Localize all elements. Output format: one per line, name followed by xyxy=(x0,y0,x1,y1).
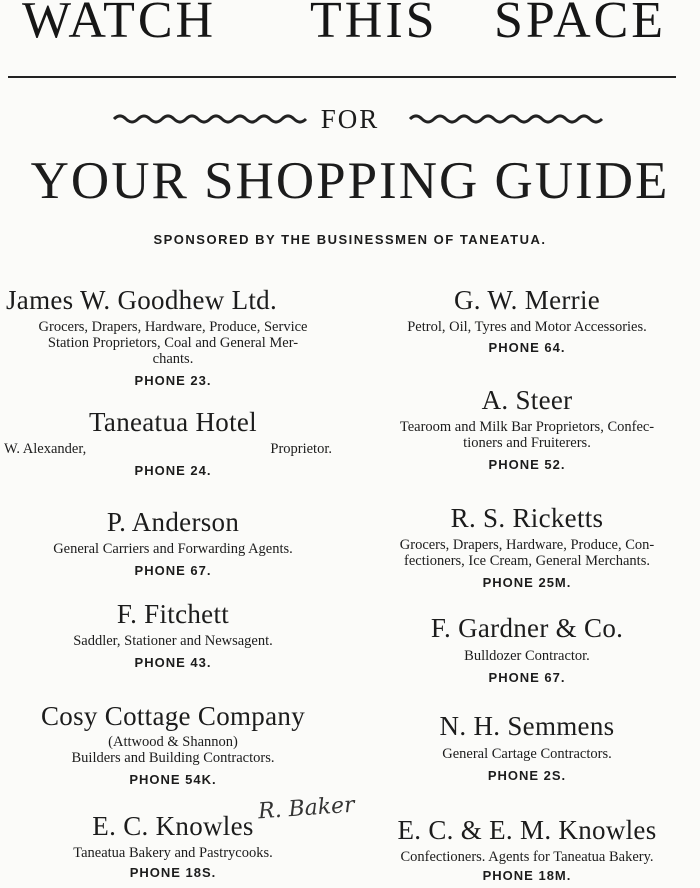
entry-name: James W. Goodhew Ltd. xyxy=(6,285,278,315)
entry-ricketts xyxy=(354,502,700,590)
entry-desc: chants. xyxy=(152,351,194,367)
entry-name: Cosy Cottage Company xyxy=(41,701,305,731)
entry-phone: PHONE 18M. xyxy=(482,868,572,883)
right-wavy-divider xyxy=(408,112,608,126)
entry-gardner xyxy=(354,612,700,685)
header-word-this: THIS xyxy=(310,0,438,49)
entry-ecem-knowles xyxy=(354,814,700,883)
entry-phone: PHONE 52. xyxy=(488,457,566,472)
entry-phone: PHONE 67. xyxy=(134,563,212,578)
entry-name: A. Steer xyxy=(481,385,573,415)
for-label: FOR xyxy=(320,104,380,134)
entry-desc: Grocers, Drapers, Hardware, Produce, Con- xyxy=(399,537,655,553)
entry-desc: Confectioners. Agents for Taneatua Bakery. xyxy=(400,849,654,865)
entry-cosy-cottage xyxy=(0,700,346,787)
entry-phone: PHONE 43. xyxy=(134,655,212,670)
entry-phone: PHONE 64. xyxy=(488,340,566,355)
handwritten-signature: R. Baker xyxy=(257,792,356,825)
entry-desc: Grocers, Drapers, Hardware, Produce, Service xyxy=(38,319,308,335)
entry-desc: Bulldozer Contractor. xyxy=(464,648,590,664)
entry-phone: PHONE 18S. xyxy=(129,865,217,880)
entry-name: G. W. Merrie xyxy=(453,285,601,315)
entry-desc: Tearoom and Milk Bar Proprietors, Confec- xyxy=(399,419,655,435)
entry-merrie xyxy=(354,284,700,355)
entry-name: E. C. Knowles xyxy=(92,811,254,841)
entry-fitchett xyxy=(0,598,346,670)
header-word-space: SPACE xyxy=(494,0,667,49)
entry-phone: PHONE 54K. xyxy=(129,772,217,787)
entry-phone: PHONE 25M. xyxy=(482,575,572,590)
entry-name: R. S. Ricketts xyxy=(450,503,604,533)
entry-desc: Builders and Building Contractors. xyxy=(71,750,275,766)
entry-phone: PHONE 23. xyxy=(134,373,212,388)
entry-name: F. Fitchett xyxy=(116,599,230,629)
header-word-watch: WATCH xyxy=(22,0,217,49)
sponsor-line: SPONSORED BY THE BUSINESSMEN OF TANEATUA. xyxy=(153,232,547,247)
entry-desc: fectioners, Ice Cream, General Merchants. xyxy=(404,553,650,569)
entry-phone: PHONE 24. xyxy=(134,463,212,478)
entry-desc: General Cartage Contractors. xyxy=(442,746,612,762)
hotel-proprietor-title: Proprietor. xyxy=(270,441,332,457)
entry-semmens xyxy=(354,710,700,783)
entry-name: Taneatua Hotel xyxy=(89,407,257,437)
page-title: YOUR SHOPPING GUIDE xyxy=(30,152,670,210)
hotel-proprietor-name: W. Alexander, xyxy=(4,441,87,457)
entry-name: P. Anderson xyxy=(106,507,240,537)
entry-name: N. H. Semmens xyxy=(439,711,615,741)
entry-name: E. C. & E. M. Knowles xyxy=(397,815,657,845)
entry-desc: Station Proprietors, Coal and General Mer- xyxy=(47,335,299,351)
entry-name: F. Gardner & Co. xyxy=(430,613,624,643)
hotel-proprietor-line xyxy=(0,441,346,457)
entry-desc: (Attwood & Shannon) xyxy=(108,734,238,750)
entry-phone: PHONE 67. xyxy=(488,670,566,685)
entry-desc: Petrol, Oil, Tyres and Motor Accessories. xyxy=(407,319,647,335)
entry-desc: Taneatua Bakery and Pastrycooks. xyxy=(73,845,273,861)
entry-desc: General Carriers and Forwarding Agents. xyxy=(53,541,293,557)
header-rule xyxy=(8,76,676,78)
entry-taneatua-hotel xyxy=(0,406,346,478)
entry-phone: PHONE 2S. xyxy=(487,768,567,783)
entry-desc: tioners and Fruiterers. xyxy=(463,435,591,451)
entry-steer xyxy=(354,384,700,472)
entry-desc: Saddler, Stationer and Newsagent. xyxy=(73,633,273,649)
entry-goodhew xyxy=(0,284,346,388)
entry-anderson xyxy=(0,506,346,578)
